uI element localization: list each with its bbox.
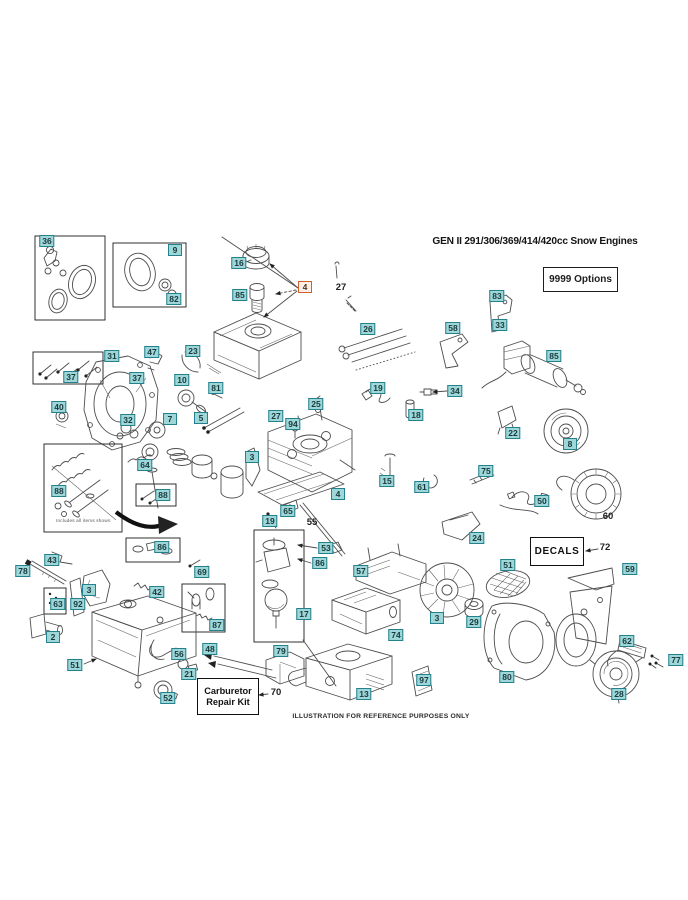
callout-9[interactable]: 9: [168, 244, 182, 256]
callout-40[interactable]: 40: [51, 401, 66, 413]
callout-27: 27: [335, 282, 347, 293]
callout-19[interactable]: 19: [262, 515, 277, 527]
callout-52[interactable]: 52: [160, 692, 175, 704]
blower-housing: [484, 603, 555, 680]
callout-36[interactable]: 36: [39, 235, 54, 247]
air-filter-cover: [332, 588, 400, 634]
callout-87[interactable]: 87: [209, 619, 224, 631]
callout-62[interactable]: 62: [619, 635, 634, 647]
callout-26[interactable]: 26: [360, 323, 375, 335]
callout-51[interactable]: 51: [67, 659, 82, 671]
callout-3[interactable]: 3: [430, 612, 444, 624]
dipstick-tubes: [339, 329, 415, 370]
callout-22[interactable]: 22: [505, 427, 520, 439]
diagram-title: GEN II 291/306/369/414/420cc Snow Engines: [432, 236, 638, 247]
callout-75[interactable]: 75: [478, 465, 493, 477]
callout-4[interactable]: 4: [298, 281, 312, 293]
callout-15[interactable]: 15: [379, 475, 394, 487]
callout-81[interactable]: 81: [208, 382, 223, 394]
callout-28[interactable]: 28: [611, 688, 626, 700]
callout-97[interactable]: 97: [416, 674, 431, 686]
callout-85[interactable]: 85: [232, 289, 247, 301]
carburetor-repair-kit-box[interactable]: [197, 678, 259, 715]
callout-47[interactable]: 47: [144, 346, 159, 358]
callout-79[interactable]: 79: [273, 645, 288, 657]
callout-34[interactable]: 34: [447, 385, 462, 397]
callout-88[interactable]: 88: [51, 485, 66, 497]
valve-kit-note: Includes all items shown: [56, 518, 111, 523]
callout-83[interactable]: 83: [489, 290, 504, 302]
callout-16[interactable]: 16: [231, 257, 246, 269]
callout-8[interactable]: 8: [563, 438, 577, 450]
callout-32[interactable]: 32: [120, 414, 135, 426]
callout-10[interactable]: 10: [174, 374, 189, 386]
callout-92[interactable]: 92: [70, 598, 85, 610]
callout-70: 70: [270, 687, 282, 698]
starter-cup: [465, 599, 483, 618]
gasket-box-86: [126, 538, 180, 562]
gasket-kit-box: [35, 236, 105, 320]
callout-4[interactable]: 4: [331, 488, 345, 500]
recoil-screen: [484, 567, 532, 602]
decals-box[interactable]: DECALS: [530, 537, 584, 566]
callout-48[interactable]: 48: [202, 643, 217, 655]
callout-57[interactable]: 57: [353, 565, 368, 577]
callout-59[interactable]: 59: [622, 563, 637, 575]
callout-85[interactable]: 85: [546, 350, 561, 362]
carb-kit-line1: Carburetor: [204, 685, 252, 696]
callout-3[interactable]: 3: [245, 451, 259, 463]
reference-disclaimer: ILLUSTRATION FOR REFERENCE PURPOSES ONLY: [292, 713, 470, 720]
fuel-filter: [250, 284, 264, 313]
callout-18[interactable]: 18: [408, 409, 423, 421]
callout-24[interactable]: 24: [469, 532, 484, 544]
callout-51[interactable]: 51: [500, 559, 515, 571]
callout-17[interactable]: 17: [296, 608, 311, 620]
callout-72: 72: [599, 542, 611, 553]
callout-94[interactable]: 94: [285, 418, 300, 430]
callout-21[interactable]: 21: [181, 668, 196, 680]
callout-3[interactable]: 3: [82, 584, 96, 596]
callout-37[interactable]: 37: [63, 371, 78, 383]
callout-27[interactable]: 27: [268, 410, 283, 422]
callout-31[interactable]: 31: [104, 350, 119, 362]
callout-63[interactable]: 63: [50, 598, 65, 610]
carburetor-detail: [254, 530, 304, 642]
callout-37[interactable]: 37: [129, 372, 144, 384]
callout-86[interactable]: 86: [312, 557, 327, 569]
fuel-tank-upper: [207, 313, 301, 379]
callout-58[interactable]: 58: [445, 322, 460, 334]
callout-64[interactable]: 64: [137, 459, 152, 471]
fuel-cap: [243, 244, 269, 269]
callout-29[interactable]: 29: [466, 616, 481, 628]
callout-77[interactable]: 77: [668, 654, 683, 666]
callout-60: 60: [602, 511, 614, 522]
callout-5[interactable]: 5: [194, 412, 208, 424]
camshaft: [178, 390, 207, 414]
callout-82[interactable]: 82: [166, 293, 181, 305]
callout-25[interactable]: 25: [308, 398, 323, 410]
callout-53[interactable]: 53: [318, 542, 333, 554]
carb-kit-line2: Repair Kit: [206, 696, 250, 707]
callout-74[interactable]: 74: [388, 629, 403, 641]
options-box[interactable]: 9999 Options: [543, 267, 618, 292]
callout-19[interactable]: 19: [370, 382, 385, 394]
callout-42[interactable]: 42: [149, 586, 164, 598]
fan-pulley: [420, 563, 474, 617]
callout-23[interactable]: 23: [185, 345, 200, 357]
callout-2[interactable]: 2: [46, 631, 60, 643]
crankcase-cover: [84, 356, 158, 450]
callout-69[interactable]: 69: [194, 566, 209, 578]
callout-88[interactable]: 88: [155, 489, 170, 501]
callout-50[interactable]: 50: [534, 495, 549, 507]
callout-55: 55: [306, 517, 318, 528]
callout-56[interactable]: 56: [171, 648, 186, 660]
callout-80[interactable]: 80: [499, 671, 514, 683]
callout-43[interactable]: 43: [44, 554, 59, 566]
callout-86[interactable]: 86: [154, 541, 169, 553]
callout-33[interactable]: 33: [492, 319, 507, 331]
callout-7[interactable]: 7: [163, 413, 177, 425]
callout-13[interactable]: 13: [356, 688, 371, 700]
callout-61[interactable]: 61: [414, 481, 429, 493]
callout-65[interactable]: 65: [280, 505, 295, 517]
callout-78[interactable]: 78: [15, 565, 30, 577]
starter-motor: [482, 341, 586, 395]
